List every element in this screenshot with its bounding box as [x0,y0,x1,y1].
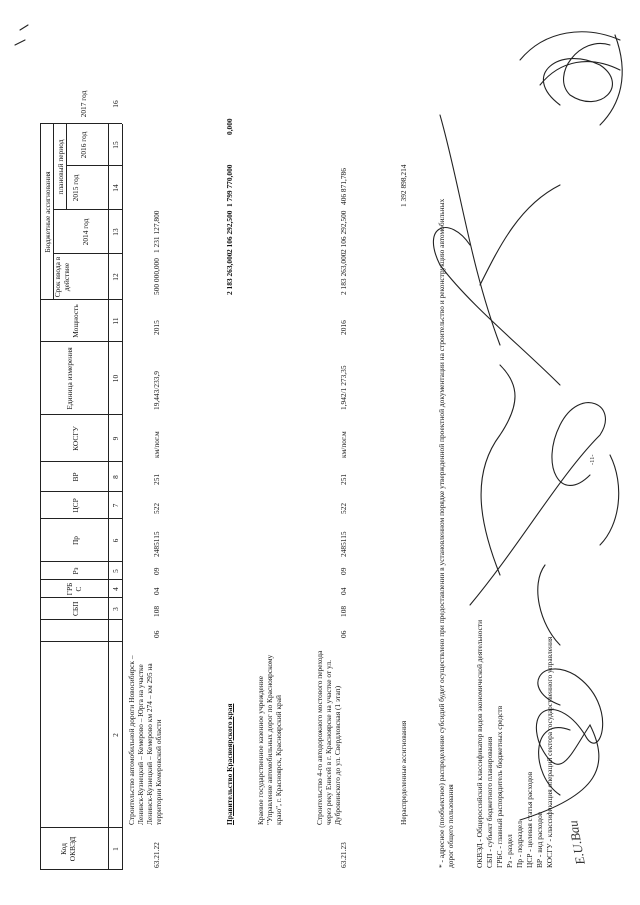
header-grbs: ГРБ С [65,582,83,596]
abbreviation-item: ЦСР - целевая статья расходов [525,771,534,868]
row1-2014: 500 000,000 [152,258,161,295]
col-number: 13 [111,228,120,236]
row4-power: 1,942/1 273,35 [339,365,348,410]
header-csr: ЦСР [71,498,80,513]
row2-2015: 2 106 292,500 [225,210,234,253]
header-rz: Рз [71,567,80,575]
row2-name: Правительство Красноярского края [225,703,234,825]
col-number: 14 [111,184,120,192]
row2-2017: 0,000 [225,118,234,135]
header-plan-period: плановый период [56,139,65,195]
header-2017: 2017 год [79,90,88,118]
row5-name: Нераспределенные ассигнования [399,720,408,825]
col-number: 9 [111,436,120,441]
row1-csr: 2485115 [152,531,161,557]
col-number: 10 [111,374,120,383]
row1-grbs: 108 [152,605,161,617]
col-number: 1 [111,847,120,851]
row4-kosgu: 251 [339,473,348,485]
row4-grbs: 108 [339,605,348,617]
header-power: Мощность [71,304,80,338]
row5-2016: 1 392 898,214 [399,164,408,207]
header-2014: 2014 год [81,218,90,246]
col-number: 11 [111,317,120,325]
header-budget: Бюджетные ассигнования [43,171,52,253]
row1-unit: км/пог.м [152,431,161,458]
header-vr: ВР [71,472,80,482]
header-kod-okved: Код ОКВЭД [59,836,77,862]
row1-2015: 1 231 127,800 [152,210,161,253]
col-number: 2 [111,733,120,737]
row4-term: 2016 [339,320,348,335]
row1-name: Строительство автомобильной дороги Новосибирск – Ленинск-Кузнецкий – Кемерово – Юрга на участке Ленинск-Кузнецкий – Кемерово км 274 – км 295 на территории Кемеровской области [127,655,163,825]
page-number: -11- [589,454,596,465]
header-unit: Единица измерения [65,347,74,410]
abbreviation-item: Рз - раздел [505,834,514,868]
row4-csr: 2485115 [339,531,348,557]
header-kosgu: КОСГУ [71,426,80,451]
row1-pr: 09 [152,567,161,575]
col-number: 4 [111,587,120,591]
header-term: Срок ввода в действие [53,256,71,298]
abbreviation-item: ВР - вид расходов [535,811,544,868]
col-number: 6 [111,538,120,543]
row2-2014: 2 183 263,000 [225,252,234,295]
col-number: 3 [111,607,120,611]
row1-power: 19,443/233,9 [152,370,161,410]
row4-2015: 2 106 292,500 [339,210,348,253]
row4-okved: 63.21.23 [339,842,348,868]
row4-rz: 04 [339,587,348,595]
footnote: * - адресное (пообъектное) распределение субсидий будет осуществлено при предоставлении в установленном порядке утвержденной проектной документации на строительство и реконструкцию автомобильных дорог общего пользования [437,198,455,868]
abbreviation-item: ОКВЭД - Общероссийский классификатор видов экономической деятельности [475,619,484,868]
row1-sbp: 06 [152,630,161,638]
header-2016: 2016 год [79,131,88,159]
row4-2016: 406 871,786 [339,168,348,205]
row1-okved: 63.21.22 [152,842,161,868]
row4-pr: 09 [339,567,348,575]
col-number: 12 [111,273,120,281]
abbreviation-item: Пр - подраздел [515,821,524,868]
handwritten-note: E.U.Bau [565,819,588,866]
col-number: 8 [111,475,120,479]
row4-unit: км/пог.м [339,431,348,458]
col-number: 16 [111,100,120,108]
row3-name: Краевое государственное казенное учреждение "Управление автомобильных дорог по Красноярскому краю", г. Красноярск, Красноярский край [256,654,283,825]
abbreviation-item: КОСГУ - классификация операций сектора государственного управления [545,636,554,868]
abbreviation-item: ГРБС - главный распорядитель бюджетных средств [495,705,504,868]
row1-rz: 04 [152,587,161,595]
row4-name: Строительство 4-го автодорожного мостового перехода через реку Енисей в г. Красноярске на участке от ул. Дубровинского до ул. Свердловская (1 этап) [315,650,342,825]
header-sbp: СБП [71,601,80,616]
row1-term: 2015 [152,320,161,335]
col-number: 7 [111,503,120,508]
col-number: 5 [111,569,120,573]
header-2015: 2015 год [71,174,80,202]
header-pr: Пр [71,535,80,546]
row4-vr: 522 [339,502,348,514]
row2-2016: 1 799 770,000 [225,164,234,207]
row1-kosgu: 251 [152,473,161,485]
row4-2014: 2 183 263,000 [339,252,348,295]
row4-sbp: 06 [339,630,348,638]
abbreviation-item: СБП - субъект бюджетного планирования [485,736,494,868]
col-number: 15 [111,141,120,149]
row1-vr: 522 [152,502,161,514]
